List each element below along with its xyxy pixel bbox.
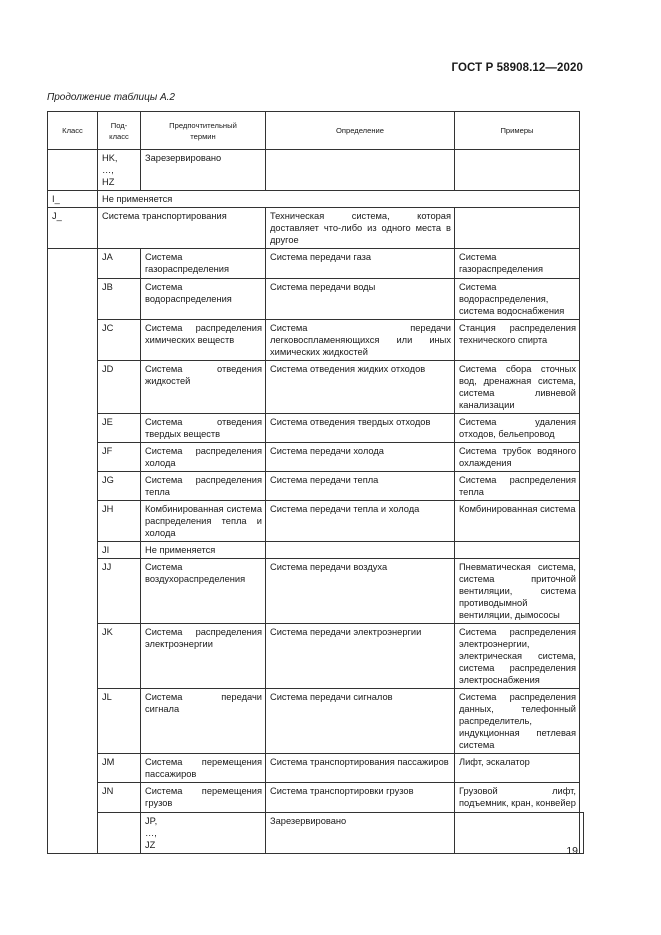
term-cell: Комбинированная система распределения тепла и холода: [141, 501, 266, 542]
subclass-cell: JD: [98, 361, 141, 414]
examples-cell: Система распределения тепла: [455, 472, 580, 501]
definition-cell: Система передачи воздуха: [266, 559, 455, 624]
column-header-class: Класс: [48, 112, 98, 150]
term-cell: Система воздухораспределения: [141, 559, 266, 624]
examples-cell: Система распределения данных, телефонный распределитель, индукционная петлевая система: [455, 689, 580, 754]
subclass-cell: JB: [98, 279, 141, 320]
definition-cell: Система передачи сигналов: [266, 689, 455, 754]
examples-cell: [455, 150, 580, 191]
definition-cell: Система передачи тепла: [266, 472, 455, 501]
examples-cell: Система удаления отходов, бельепровод: [455, 414, 580, 443]
examples-cell: Система трубок водяного охлаждения: [455, 443, 580, 472]
definition-cell: Система отведения твердых отходов: [266, 414, 455, 443]
table-row: [48, 361, 584, 414]
table-row: [48, 191, 584, 208]
term-cell: Система распределения электроэнергии: [141, 624, 266, 689]
examples-cell: Станция распределения технического спирта: [455, 320, 580, 361]
subclass-cell: JE: [98, 414, 141, 443]
definition-cell: Система транспортирования пассажиров: [266, 754, 455, 783]
definition-cell: Система транспортировки грузов: [266, 783, 455, 813]
definition-cell: Техническая система, которая доставляет что-либо из одного места в другое: [266, 208, 455, 249]
column-header-subclass: Под- класс: [98, 112, 141, 150]
examples-cell: [455, 208, 580, 249]
subclass-cell: JK: [98, 624, 141, 689]
subclass-cell: JC: [98, 320, 141, 361]
definition-cell: Система отведения жидких отходов: [266, 361, 455, 414]
class-cell: [98, 813, 141, 854]
table-row: [48, 624, 584, 689]
examples-cell: Комбинированная система: [455, 501, 580, 542]
examples-cell: Грузовой лифт, подъемник, кран, конвейер: [455, 783, 580, 813]
definition-cell: Система передачи воды: [266, 279, 455, 320]
definition-cell: Система передачи электроэнергии: [266, 624, 455, 689]
subclass-cell: JG: [98, 472, 141, 501]
definition-cell: [455, 813, 580, 854]
term-cell: Зарезервировано: [141, 150, 266, 191]
subclass-cell: JP, …, JZ: [141, 813, 266, 854]
term-cell: Система распределения химических веществ: [141, 320, 266, 361]
subclass-cell: JM: [98, 754, 141, 783]
table-caption: Продолжение таблицы А.2: [47, 92, 175, 103]
table-row: [48, 208, 584, 249]
class-cell: [48, 249, 98, 854]
table-row: [48, 559, 584, 624]
class-cell: [48, 150, 98, 191]
term-cell: Система передачи сигнала: [141, 689, 266, 754]
examples-cell: Система распределения электроэнергии, электрическая система, система распределения электроснабжения: [455, 624, 580, 689]
term-cell: Зарезервировано: [266, 813, 455, 854]
definition-cell: Система передачи холода: [266, 443, 455, 472]
term-cell: Система отведения жидкостей: [141, 361, 266, 414]
subclass-cell: JN: [98, 783, 141, 813]
definition-cell: Система передачи тепла и холода: [266, 501, 455, 542]
examples-cell: Система сбора сточных вод, дренажная система, система ливневой канализации: [455, 361, 580, 414]
table-row: [48, 689, 584, 754]
class-cell: I_: [48, 191, 98, 208]
page-number: 19: [566, 845, 578, 857]
subclass-cell: JI: [98, 542, 141, 559]
table-row: [48, 279, 584, 320]
term-cell: Не применяется: [141, 542, 266, 559]
table-row: [48, 472, 584, 501]
subclass-cell: HK, …, HZ: [98, 150, 141, 191]
term-cell: Система водораспределения: [141, 279, 266, 320]
table-row: [48, 542, 584, 559]
table-row: [48, 249, 584, 279]
subclass-cell: JH: [98, 501, 141, 542]
examples-cell: Система газораспределения: [455, 249, 580, 279]
examples-cell: Лифт, эскалатор: [455, 754, 580, 783]
table-row: [48, 320, 584, 361]
column-header-examples: Примеры: [455, 112, 580, 150]
examples-cell: Пневматическая система, система приточной вентиляции, система противодымной вентиляции, дымососы: [455, 559, 580, 624]
term-cell: Система газораспределения: [141, 249, 266, 279]
term-cell: Система распределения холода: [141, 443, 266, 472]
table-row: [48, 501, 584, 542]
class-cell: J_: [48, 208, 98, 249]
examples-cell: Система водораспределения, система водоснабжения: [455, 279, 580, 320]
subclass-term-cell: Система транспортирования: [98, 208, 266, 249]
definition-cell: [266, 542, 455, 559]
table-row: [48, 414, 584, 443]
table-row: [48, 813, 584, 854]
examples-cell: [580, 813, 584, 854]
term-cell: Система перемещения пассажиров: [141, 754, 266, 783]
table-header-row: [48, 112, 584, 150]
term-cell: Система перемещения грузов: [141, 783, 266, 813]
table-row: [48, 754, 584, 783]
table-row: [48, 783, 584, 813]
table-row: [48, 443, 584, 472]
column-header-definition: Определение: [266, 112, 455, 150]
term-cell: Система распределения тепла: [141, 472, 266, 501]
subclass-cell: JJ: [98, 559, 141, 624]
subclass-cell: JL: [98, 689, 141, 754]
term-cell: Система отведения твердых веществ: [141, 414, 266, 443]
document-number: ГОСТ Р 58908.12—2020: [451, 62, 583, 74]
definition-cell: Система передачи легковоспламеняющихся или иных химических жидкостей: [266, 320, 455, 361]
examples-cell: [455, 542, 580, 559]
merged-cell: Не применяется: [98, 191, 580, 208]
classification-table: [47, 111, 584, 854]
subclass-cell: JF: [98, 443, 141, 472]
table-row: [48, 150, 584, 191]
subclass-cell: JA: [98, 249, 141, 279]
definition-cell: [266, 150, 455, 191]
definition-cell: Система передачи газа: [266, 249, 455, 279]
column-header-term: Предпочтительный термин: [141, 112, 266, 150]
